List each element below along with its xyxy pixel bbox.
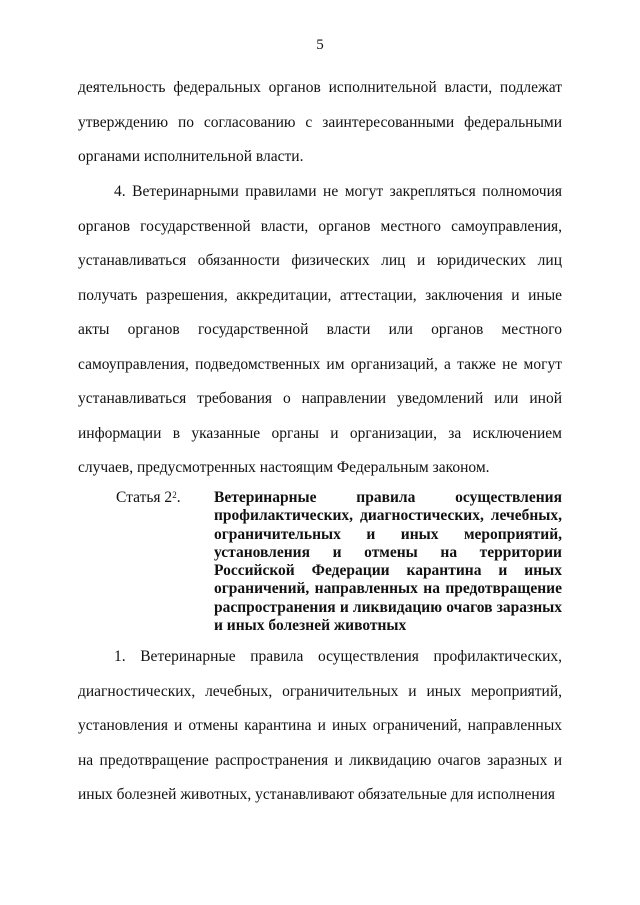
- paragraph-article-clause-1: 1. Ветеринарные правила осуществления профилактических, диагностических, лечебных, ограничительных и иных мероприятий, установления и отмены карантина и иных ограничений, направленных на предотвращение распространения и ликвидацию очагов заразных и иных болезней животных, устанавливают обязательные для исполнения: [78, 648, 562, 803]
- article-label-suffix: .: [176, 489, 181, 506]
- article-label-text: Статья 2: [116, 489, 173, 506]
- article-heading-label: [116, 489, 181, 507]
- article-label-superscript: 2: [172, 490, 177, 500]
- page-number: 5: [316, 37, 324, 53]
- article-heading-title: Ветеринарные правила осуществления профилактических, диагностических, лечебных, ограничительных и иных мероприятий, установления и отмены на территории Российской Федерации карантина и иных ограничений, направленных на предотвращение распространения и ликвидацию очагов заразных и иных болезней животных: [214, 489, 562, 635]
- paragraph-clause-4: 4. Ветеринарными правилами не могут закрепляться полномочия органов государственной власти, органов местного самоуправления, устанавливаться обязанности физических лиц и юридических лиц получать разрешения, аккредитации, аттестации, заключения и иные акты органов государственной власти или органов местного самоуправления, подведомственных им организаций, а также не могут устанавливаться требования о направлении уведомлений или иной информации в указанные органы и организации, за исключением случаев, предусмотренных настоящим Федеральным законом.: [78, 183, 562, 476]
- paragraph-continuation: деятельность федеральных органов исполнительной власти, подлежат утверждению по согласованию с заинтересованными федеральными органами исполнительной власти.: [78, 79, 562, 165]
